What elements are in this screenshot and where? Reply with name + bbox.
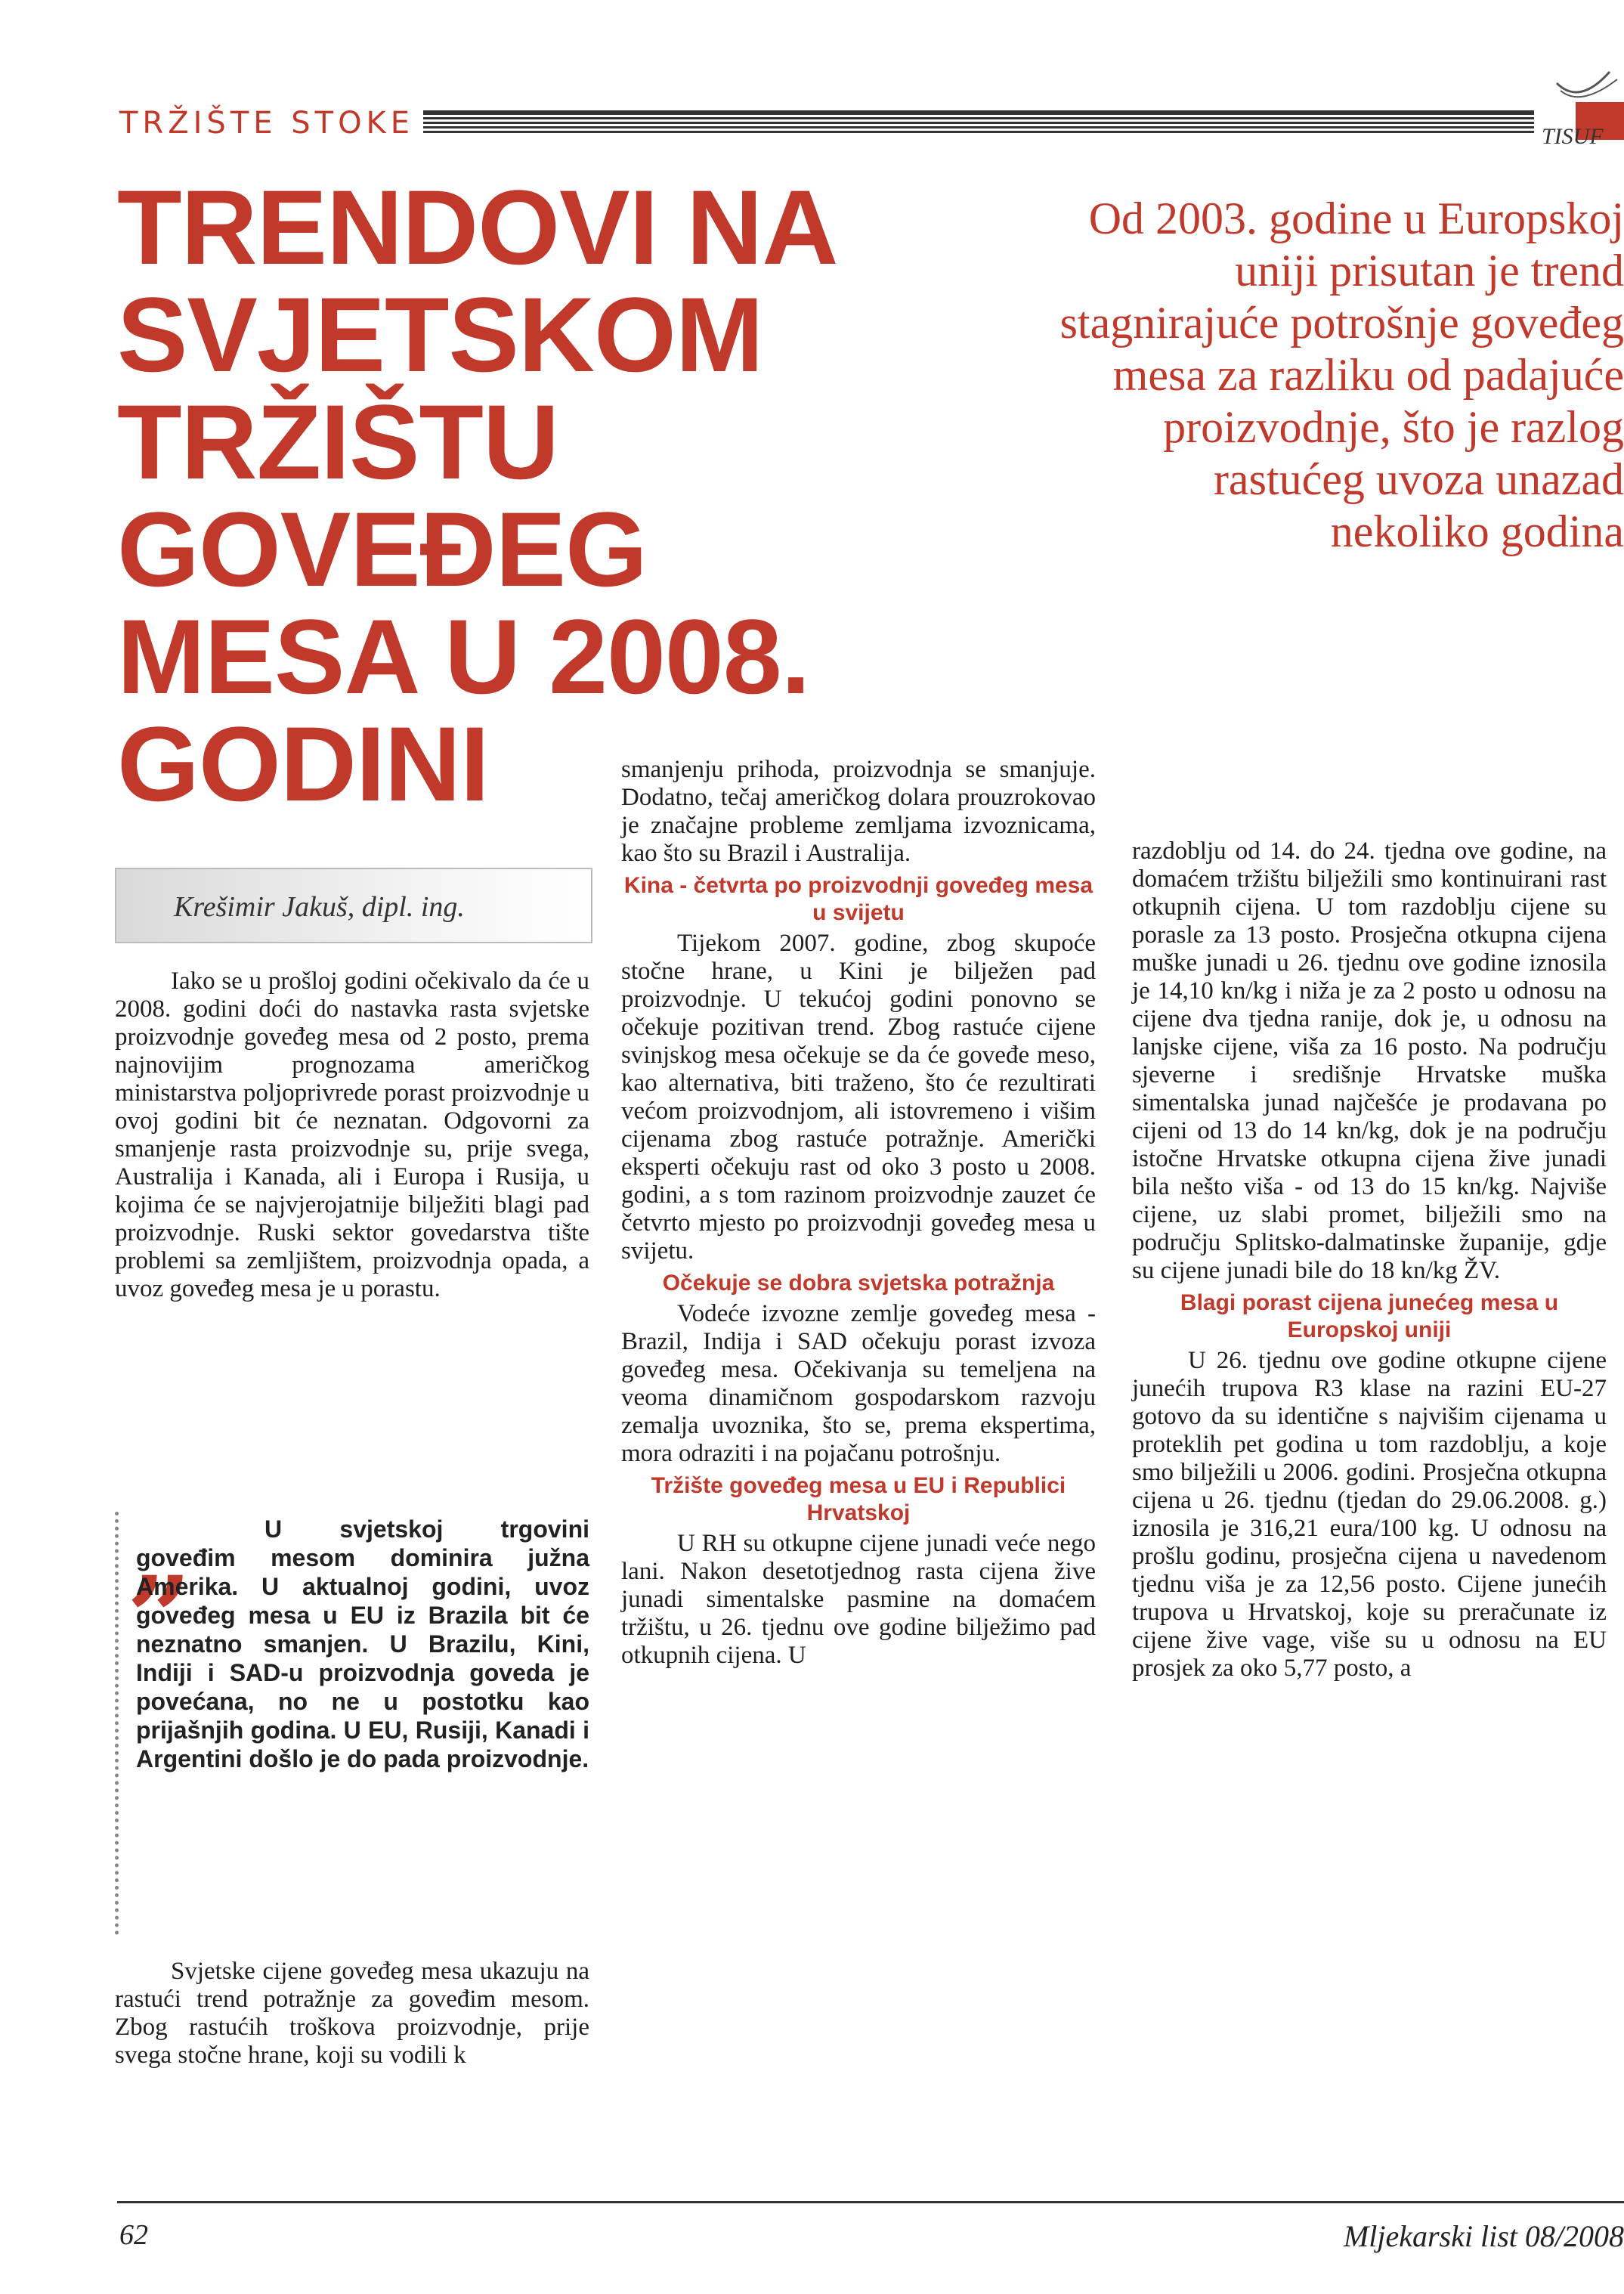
paragraph: smanjenju prihoda, proizvodnja se smanjuje. Dodatno, tečaj američkog dolara prouzrokovao je značajne probleme zemljama izvoznicama, kao što su Brazil i Australija. [621,756,1096,867]
column-3 [1132,837,1607,1683]
paragraph: U RH su otkupne cijene junadi veće nego lani. Nakon desetotjednog rasta cijena žive junadi simentalske pasmine na domaćem tržištu, u 26. tjednu ove godine bilježimo pad otkupnih cijena. U [621,1530,1096,1669]
pull-quote-dots [115,1512,123,1935]
author-byline: Krešimir Jakuš, dipl. ing. [174,891,465,923]
paragraph: U 26. tjednu ove godine otkupne cijene junećih trupova R3 klase na razini EU-27 gotovo da su identične s najvišim cijenama u proteklih pet godina u tom razdoblju, a koje smo bilježili u 2006. godini. Prosječna otkupna cijena u 26. tjednu (tjedan do 29.06.2008. g.) iznosila je 316,21 eura/100 kg. U odnosu na prošlu godinu, prosječna cijena u navedenom tjednu viša je za 12,56 posto. Cijene junećih trupova u Hrvatskoj, koje su preračunate iz cijene žive vage, više su u odnosu na EU prosjek za oko 5,77 posto, a [1132,1347,1607,1682]
headline-line: GODINI [117,704,489,823]
highlight-quote: Od 2003. godine u Europskoj uniji prisutan je trend stagnirajuće potrošnje goveđeg mesa za razliku od padajuće proizvodnje, što je razlog rastućeg uvoza unazad nekoliko godina [1059,193,1624,556]
headline-line: TRŽIŠTU GOVEĐEG [117,382,647,608]
journal-name: Mljekarski list 08/2008 [1343,2219,1624,2253]
headline-line: TRENDOVI NA [117,168,838,286]
subheading: Kina - četvrta po proizvodnji goveđeg mesa u svijetu [623,873,1093,925]
subheading: Blagi porast cijena junećeg mesa u Europskoj uniji [1180,1290,1559,1342]
subheading: Tržište goveđeg mesa u EU i Republici Hrvatskoj [651,1473,1066,1525]
headline-line: MESA U 2008. [117,597,810,716]
column-2 [621,756,1096,1670]
logo-text: TISUF [1542,124,1604,149]
subheading: Očekuje se dobra svjetska potražnja [662,1271,1055,1296]
paragraph: Vodeće izvozne zemlje goveđeg mesa - Brazil, Indija i SAD očekuju porast izvoza goveđeg mesa. Očekivanja su temeljena na veoma dinamičnom gospodarskom razvoju zemalja uvoznika, što se, prema ekspertima, mora odraziti i na pojačanu potrošnju. [621,1300,1096,1467]
logo-icon [1534,68,1624,151]
section-label: TRŽIŠTE STOKE [119,106,415,141]
column-1-continued [115,1958,589,2070]
paragraph: Svjetske cijene goveđeg mesa ukazuju na rastući trend potražnje za goveđim mesom. Zbog rastućih troškova proizvodnje, prije svega stočne hrane, koji su vodili k [115,1958,589,2069]
headline-line: SVJETSKOM [117,275,763,394]
header-rule [423,110,1534,141]
paragraph: Iako se u prošloj godini očekivalo da će u 2008. godini doći do nastavka rasta svjetske proizvodnje goveđeg mesa od 2 posto, prema najnovijim prognozama američkog ministarstva poljoprivrede porast proizvodnje u ovoj godini bit će neznatan. Odgovorni za smanjenje rasta proizvodnje su, prije svega, Australija i Kanada, ali i Europa i Rusija, u kojima će se najvjerojatnije bilježiti blagi pad proizvodnje. Ruski sektor govedarstva tište problemi sa zemljištem, proizvodnja opada, a uvoz goveđeg mesa je u porastu. [115,967,589,1302]
page-number: 62 [119,2219,148,2251]
footer-rule [117,2201,1624,2203]
article-headline [117,168,1100,823]
quote-mark-icon: „ [128,1487,194,1620]
paragraph: razdoblju od 14. do 24. tjedna ove godine, na domaćem tržištu bilježili smo kontinuirani rast otkupnih cijena. U tom razdoblju cijene su porasle za 13 posto. Prosječna otkupna cijena muške junadi u 26. tjednu ove godine iznosila je 14,10 kn/kg i niža je za 2 posto u odnosu na cijene dva tjedna ranije, dok je, u odnosu na lanjske cijene, viša za 16 posto. Na području sjeverne i središnje Hrvatske muška simentalska junad najčešće je prodavana po cijeni od 13 do 14 kn/kg, dok je na području istočne Hrvatske otkupna cijena žive junadi bila nešto viša - od 13 do 15 kn/kg. Najviše cijene, uz slabi promet, bilježili smo na području Splitsko-dalmatinske županije, gdje su cijene junadi bile do 18 kn/kg ŽV. [1132,837,1607,1284]
magazine-logo [1534,68,1624,151]
pull-quote: U svjetskoj trgovini goveđim mesom dominira južna Amerika. U aktualnoj godini, uvoz goveđeg mesa u EU iz Brazila bit će neznatno smanjen. U Brazilu, Kini, Indiji i SAD-u proizvodnja goveda je povećana, no ne u postotku kao prijašnjih godina. U EU, Rusiji, Kanadi i Argentini došlo je do pada proizvodnje. [136,1515,589,1772]
paragraph: Tijekom 2007. godine, zbog skupoće stočne hrane, u Kini je bilježen pad proizvodnje. U tekućoj godini ponovno se očekuje pozitivan trend. Zbog rastuće cijene svinjskog mesa očekuje se da će goveđe meso, kao alternativa, biti traženo, što će rezultirati većom proizvodnjom, ali istovremeno i višim cijenama zbog rastuće potražnje. Američki eksperti očekuju rast od oko 3 posto u 2008. godini, a s tom razinom proizvodnje zauzet će četvrto mjesto po proizvodnji goveđeg mesa u svijetu. [621,930,1096,1265]
column-1 [115,967,589,1303]
